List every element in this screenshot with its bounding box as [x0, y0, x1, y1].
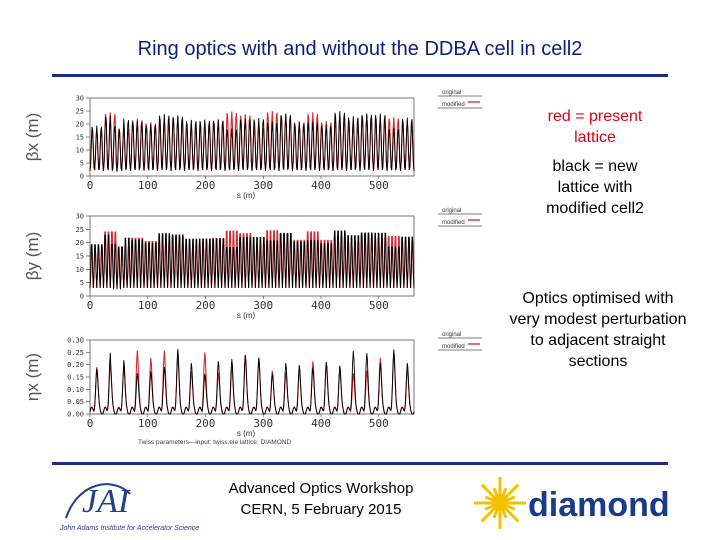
- chart-panel: [23, 332, 482, 446]
- y-tick-label: 20: [75, 239, 84, 248]
- jai-logo: [58, 472, 218, 534]
- y-tick-label: 0.00: [67, 410, 84, 419]
- y-tick-label: 0.05: [67, 398, 84, 407]
- legend-entry: modified: [442, 102, 465, 108]
- bottom-divider: [52, 462, 668, 465]
- footer-text: [196, 478, 446, 520]
- x-tick-label: 0: [86, 417, 94, 430]
- y-tick-label: 0.25: [67, 348, 84, 357]
- legend-entry: original: [442, 332, 462, 338]
- x-tick-label: 100: [137, 299, 158, 312]
- x-axis-label: s (m): [236, 311, 256, 320]
- y-tick-label: 25: [75, 107, 84, 116]
- x-tick-label: 300: [253, 299, 274, 312]
- x-tick-label: 200: [195, 299, 216, 312]
- top-divider: [52, 74, 668, 77]
- note-new-lattice: black = new lattice with modified cell2: [546, 158, 644, 217]
- y-tick-label: 0.20: [67, 361, 84, 370]
- y-tick-label: 25: [75, 225, 84, 234]
- x-tick-label: 0: [86, 179, 94, 192]
- star-icon: [474, 477, 526, 529]
- x-tick-label: 300: [253, 417, 274, 430]
- x-tick-label: 400: [311, 417, 331, 430]
- x-axis-label: s (m): [236, 429, 256, 438]
- y-tick-label: 10: [75, 146, 84, 155]
- x-axis-label: s (m): [236, 191, 256, 200]
- y-axis-label: βy (m): [23, 231, 42, 281]
- jai-logo-subtitle: John Adams Institute for Accelerator Science: [60, 525, 200, 532]
- y-axis-label: βx (m): [23, 112, 42, 162]
- chart-panel: [23, 208, 482, 320]
- y-tick-label: 20: [75, 120, 84, 129]
- x-tick-label: 400: [311, 299, 331, 312]
- y-tick-label: 10: [75, 265, 84, 274]
- x-tick-label: 200: [195, 179, 216, 192]
- x-tick-label: 200: [195, 417, 216, 430]
- y-tick-label: 0.10: [67, 385, 84, 394]
- diamond-logo-text: diamond: [528, 486, 670, 524]
- y-tick-label: 0: [79, 172, 84, 181]
- note-optics-optimised: Optics optimised with very modest perturbation to adjacent straight sections: [509, 290, 687, 370]
- jai-logo-text: JAI: [82, 483, 130, 520]
- y-axis-label: ηx (m): [23, 352, 42, 402]
- y-tick-label: 15: [75, 252, 84, 261]
- x-tick-label: 400: [311, 179, 331, 192]
- footer-workshop: Advanced Optics Workshop: [228, 480, 414, 497]
- x-tick-label: 500: [368, 417, 389, 430]
- y-tick-label: 30: [75, 94, 84, 103]
- optics-plots: [14, 86, 500, 456]
- x-tick-label: 500: [368, 179, 389, 192]
- legend-entry: modified: [442, 220, 465, 226]
- legend-entry: original: [442, 208, 462, 214]
- footer-date: CERN, 5 February 2015: [240, 501, 402, 518]
- y-tick-label: 5: [79, 279, 84, 288]
- star-core: [493, 496, 507, 510]
- legend-entry: modified: [442, 344, 465, 350]
- legend-entry: original: [442, 90, 462, 96]
- y-tick-label: 5: [79, 159, 84, 168]
- y-tick-label: 0: [79, 292, 84, 301]
- diamond-logo: [470, 470, 670, 536]
- series-line-modified: [90, 111, 414, 171]
- x-tick-label: 300: [253, 179, 274, 192]
- x-tick-label: 100: [137, 417, 158, 430]
- chart-caption: Twiss parameters—input: twiss.ele lattice: DIAMOND: [138, 439, 292, 446]
- x-tick-label: 100: [137, 179, 158, 192]
- y-tick-label: 15: [75, 133, 84, 142]
- y-tick-label: 0.15: [67, 373, 84, 382]
- chart-panel: [23, 90, 482, 200]
- x-tick-label: 0: [86, 299, 94, 312]
- note-present-lattice: red = present lattice: [547, 108, 643, 146]
- x-tick-label: 500: [368, 299, 389, 312]
- y-tick-label: 0.30: [67, 336, 84, 345]
- slide-title: Ring optics with and without the DDBA cell in cell2: [137, 38, 583, 60]
- y-tick-label: 30: [75, 212, 84, 221]
